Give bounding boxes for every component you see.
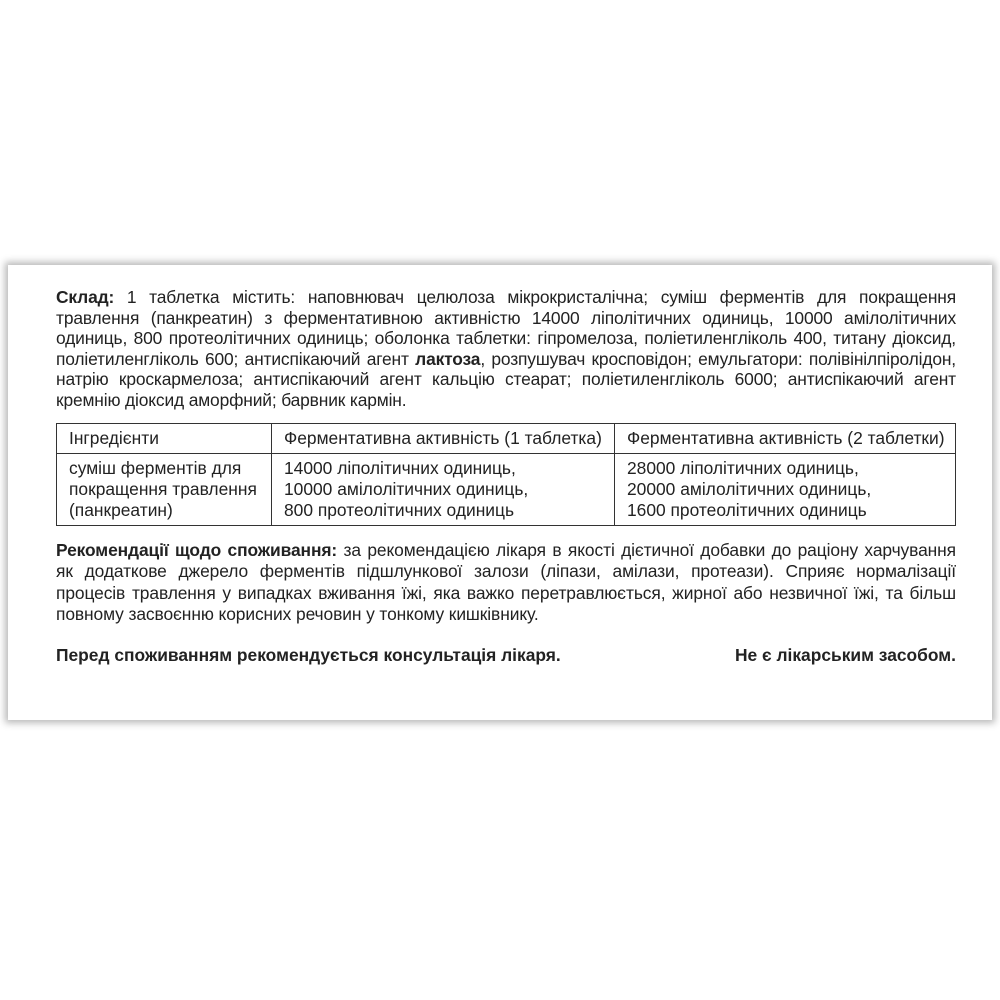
table-header-row <box>57 423 956 453</box>
cell-ingredient <box>57 453 272 525</box>
composition-text-part1: 1 таблетка містить: наповнювач целюлоза мікрокристалічна; суміш ферментів для покращення травлення (панкреатин) з ферментативною активністю 14000 ліполітичних одиниць, 10000 амілолітичних одиниць, 800 протеолітичних одиниць; оболонка таблетки: гіпромелоза, поліетиленгліколь 400, титану діоксид, поліетиленгліколь 600; антиспікаючий агент <box>56 287 956 369</box>
table-row <box>57 453 956 525</box>
label-content <box>56 287 956 666</box>
recommendations-text: за рекомендацією лікаря в якості дієтичної добавки до раціону харчування як додаткове джерело ферментів підшлункової залози (ліпази, амілази, протеази). Сприяє нормалізації процесів травлення у випадках вживання їжі, яка важко перетравлюється, жирної або незвичної їжі, та більш повному засвоєнню корисних речовин у тонкому кишківнику. <box>56 539 956 625</box>
cell-line: 28000 ліполітичних одиниць, <box>627 457 859 478</box>
composition-bold-lactose: лактоза <box>415 348 481 369</box>
composition-text-part2: , розпушувач кросповідон; емульгатори: полівінілпіролідон, натрію кроскармелоза; антиспікаючий агент кальцію стеарат; поліетиленгліколь 6000; антиспікаючий агент кремнію діоксид аморфний; барвник кармін. <box>56 348 956 410</box>
recommendations-paragraph <box>56 540 956 626</box>
cell-two-tablets <box>615 453 956 525</box>
composition-label: Склад: <box>56 287 115 307</box>
recommendations-label: Рекомендації щодо споживання: <box>56 539 338 560</box>
cell-line: 10000 амілолітичних одиниць, <box>284 478 529 499</box>
header-ingredients: Інгредієнти <box>57 423 272 453</box>
footer-notes <box>56 645 956 666</box>
not-medicine-note: Не є лікарським засобом. <box>734 644 956 665</box>
cell-line: 20000 амілолітичних одиниць, <box>627 478 872 499</box>
supplement-label-card <box>8 265 992 720</box>
cell-one-tablet <box>272 453 615 525</box>
header-one-tablet: Ферментативна активність (1 таблетка) <box>272 423 615 453</box>
cell-line: 1600 протеолітичних одиниць <box>627 499 867 520</box>
cell-line: (панкреатин) <box>69 499 173 520</box>
cell-line: покращення травлення <box>69 478 257 499</box>
header-two-tablets: Ферментативна активність (2 таблетки) <box>615 423 956 453</box>
cell-line: 14000 ліполітичних одиниць, <box>284 457 516 478</box>
doctor-consultation-note: Перед споживанням рекомендується консультація лікаря. <box>56 644 561 665</box>
enzyme-activity-table <box>56 423 956 526</box>
cell-line: 800 протеолітичних одиниць <box>284 499 515 520</box>
cell-line: суміш ферментів для <box>69 457 242 478</box>
composition-paragraph <box>56 287 956 411</box>
